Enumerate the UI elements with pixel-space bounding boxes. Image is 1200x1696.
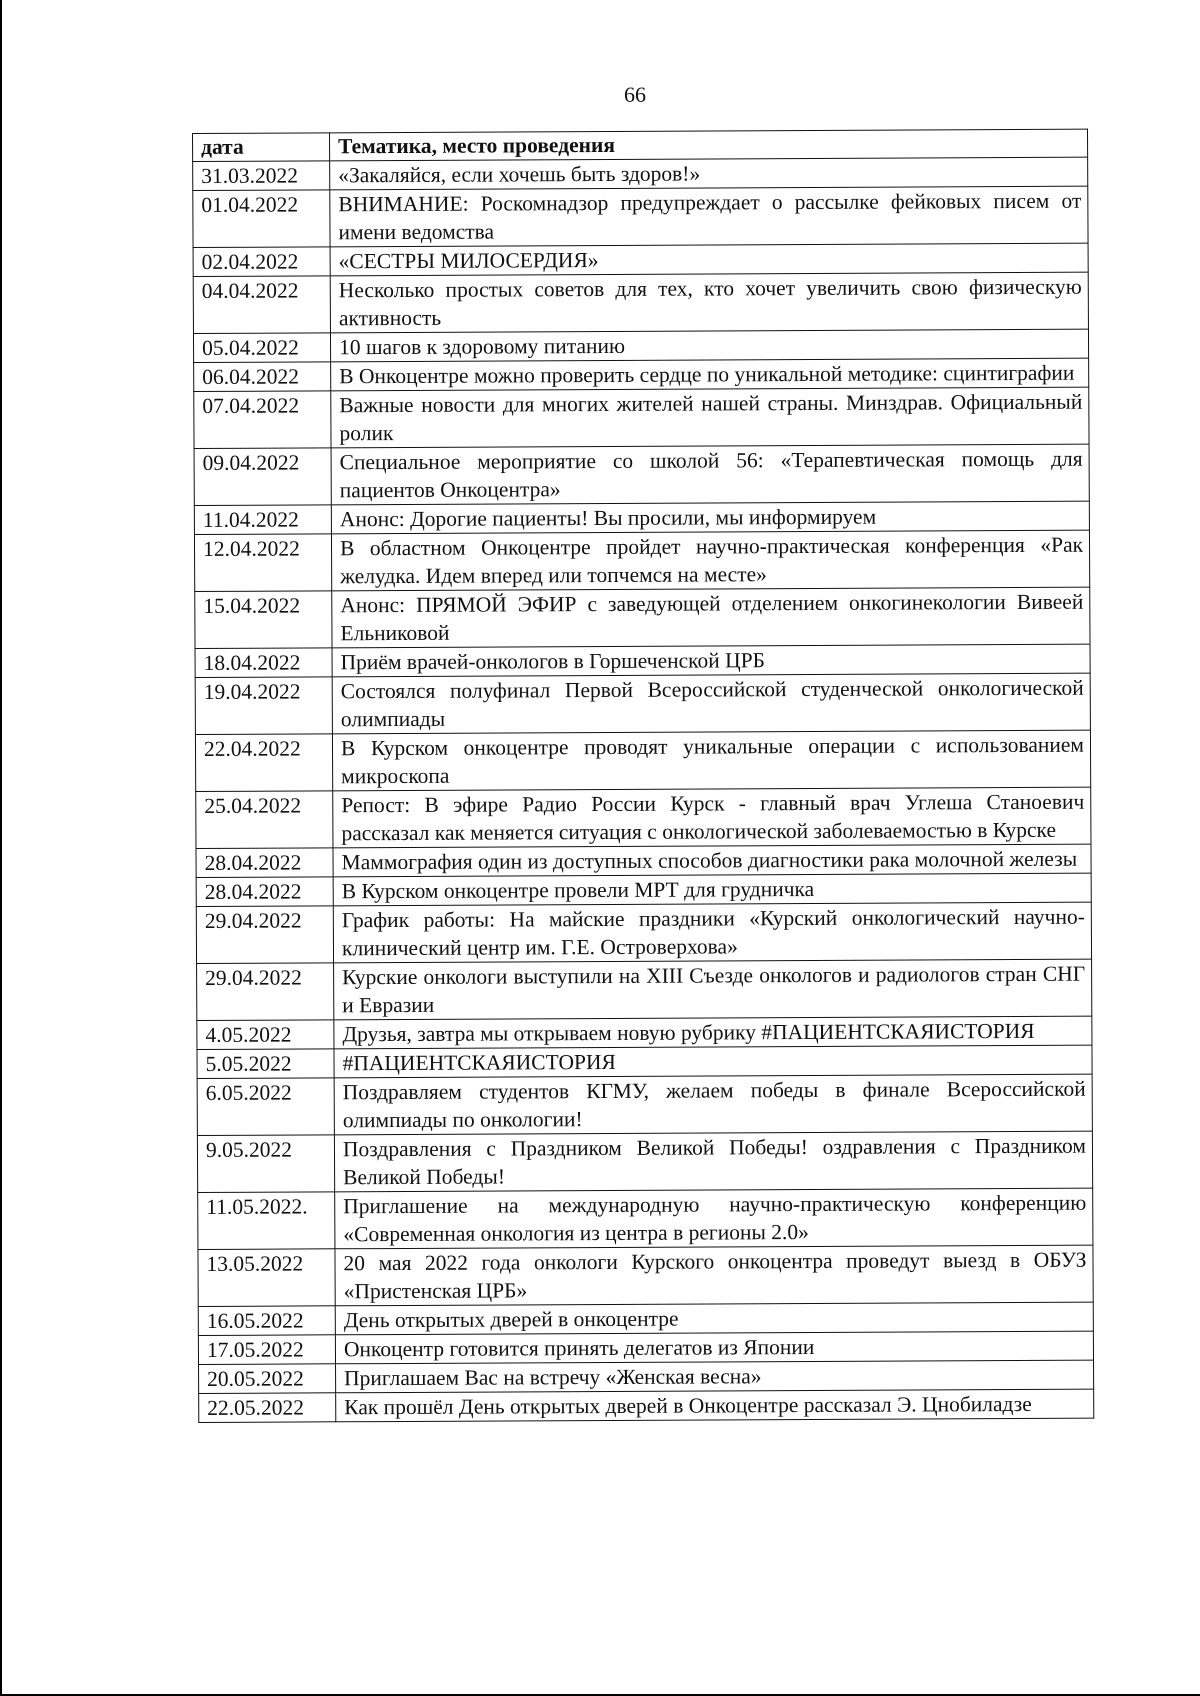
row-date: 5.05.2022 [197,1049,334,1079]
table-row [197,1131,1092,1192]
row-topic: Анонс: ПРЯМОЙ ЭФИР с заведующей отделением онкогинекологии Вивеей Ельниковой [332,587,1090,648]
header-date: дата [193,133,330,162]
row-topic: Репост: В эфире Радио России Курск - главный врач Углеша Станоевич рассказал как меняется ситуация с онкологической заболеваемостью в Курске [333,787,1091,848]
row-topic: Друзья, завтра мы открываем новую рубрику #ПАЦИЕНТСКАЯИСТОРИЯ [334,1016,1092,1049]
row-date: 12.04.2022 [194,534,331,592]
row-topic: Курские онкологи выступили на XIII Съезде онкологов и радиологов стран СНГ и Евразии [334,959,1092,1020]
table-body [193,157,1094,1422]
row-topic: В Онкоцентре можно проверить сердце по уникальной методике: сцинтиграфии [331,358,1089,391]
table-row [196,873,1091,906]
table-row [196,787,1091,848]
table-row [193,186,1088,247]
row-date: 11.05.2022. [198,1192,335,1250]
row-date: 15.04.2022 [195,591,332,649]
row-date: 09.04.2022 [194,448,331,506]
table-row [195,730,1090,791]
row-date: 13.05.2022 [198,1249,335,1307]
row-date: 28.04.2022 [196,848,333,878]
row-date: 29.04.2022 [196,906,333,964]
row-topic: 10 шагов к здоровому питанию [330,329,1088,362]
row-date: 05.04.2022 [193,333,330,363]
row-date: 25.04.2022 [196,791,333,849]
table-row [193,157,1088,190]
table-row [195,587,1090,648]
row-topic: График работы: На майские праздники «Курский онкологический научно-клинический центр им. Г.Е. Островерхова» [333,902,1091,963]
row-date: 4.05.2022 [197,1020,334,1050]
table-row [194,358,1089,391]
events-table [192,129,1094,1423]
row-topic: «Закаляйся, если хочешь быть здоров!» [330,157,1088,190]
table-row [195,673,1090,734]
row-topic: Поздравления с Праздником Великой Победы! оздравления с Праздником Великой Победы! [334,1131,1092,1192]
row-topic: #ПАЦИЕНТСКАЯИСТОРИЯ [334,1045,1092,1078]
table-row [197,1074,1092,1135]
table-row [199,1360,1094,1393]
table-row [194,387,1089,448]
row-date: 9.05.2022 [197,1135,334,1193]
table-row [194,501,1089,534]
table-row [198,1188,1093,1249]
table-row [199,1389,1094,1422]
page-number: 66 [624,82,646,107]
row-date: 04.04.2022 [193,276,330,334]
table-row [198,1245,1093,1306]
row-topic: Несколько простых советов для тех, кто хочет увеличить свою физическую активность [330,272,1088,333]
table-row [194,530,1089,591]
row-date: 06.04.2022 [194,362,331,392]
row-topic: «СЕСТРЫ МИЛОСЕРДИЯ» [330,243,1088,276]
row-date: 28.04.2022 [196,877,333,907]
scan-border-left [0,0,2,1696]
table-row [193,243,1088,276]
table-row [193,272,1088,333]
table-row [196,844,1091,877]
row-date: 11.04.2022 [194,505,331,535]
table-row [197,959,1092,1020]
row-date: 31.03.2022 [193,161,330,191]
row-topic: 20 мая 2022 года онкологи Курского онкоцентра проведут выезд в ОБУЗ «Пристенская ЦРБ» [335,1245,1093,1306]
row-date: 18.04.2022 [195,648,332,678]
row-date: 07.04.2022 [194,391,331,449]
row-topic: В Курском онкоцентре проводят уникальные операции с использованием микроскопа [332,730,1090,791]
row-topic: Важные новости для многих жителей нашей страны. Минздрав. Официальный ролик [331,387,1089,448]
row-topic: Поздравляем студентов КГМУ, желаем победы в финале Всероссийской олимпиады по онкологии! [334,1074,1092,1135]
row-topic: День открытых дверей в онкоцентре [335,1302,1093,1335]
row-date: 19.04.2022 [195,677,332,735]
row-date: 17.05.2022 [198,1335,335,1365]
row-topic: Состоялся полуфинал Первой Всероссийской студенческой онкологической олимпиады [332,673,1090,734]
row-topic: Как прошёл День открытых дверей в Онкоцентре рассказал Э. Цнобиладзе [336,1389,1094,1422]
table-row [197,1016,1092,1049]
row-topic: В Курском онкоцентре провели МРТ для грудничка [333,873,1091,906]
row-date: 01.04.2022 [193,190,330,248]
row-date: 16.05.2022 [198,1306,335,1336]
table-row [194,444,1089,505]
row-topic: Приглашение на международную научно-практическую конференцию «Современная онкология из центра в регионы 2.0» [335,1188,1093,1249]
row-date: 6.05.2022 [197,1078,334,1136]
row-date: 29.04.2022 [197,963,334,1021]
table-row [198,1302,1093,1335]
row-topic: ВНИМАНИЕ: Роскомнадзор предупреждает о рассылке фейковых писем от имени ведомства [330,186,1088,247]
table-row [198,1331,1093,1364]
row-date: 22.05.2022 [199,1393,336,1423]
row-topic: Анонс: Дорогие пациенты! Вы просили, мы информируем [331,501,1089,534]
table-row [193,329,1088,362]
table-row [196,902,1091,963]
table-header-row [193,129,1088,161]
row-date: 02.04.2022 [193,247,330,277]
table-row [195,644,1090,677]
row-date: 22.04.2022 [195,734,332,792]
row-topic: Специальное мероприятие со школой 56: «Терапевтическая помощь для пациентов Онкоцентра» [331,444,1089,505]
row-topic: Приглашаем Вас на встречу «Женская весна» [336,1360,1094,1393]
table-row [197,1045,1092,1078]
header-topic: Тематика, место проведения [330,129,1088,161]
row-topic: Маммография один из доступных способов диагностики рака молочной железы [333,844,1091,877]
row-topic: Приём врачей-онкологов в Горшеченской ЦРБ [332,644,1090,677]
row-topic: В областном Онкоцентре пройдет научно-практическая конференция «Рак желудка. Идем вперед или топчемся на месте» [331,530,1089,591]
row-date: 20.05.2022 [199,1364,336,1394]
row-topic: Онкоцентр готовится принять делегатов из Японии [335,1331,1093,1364]
